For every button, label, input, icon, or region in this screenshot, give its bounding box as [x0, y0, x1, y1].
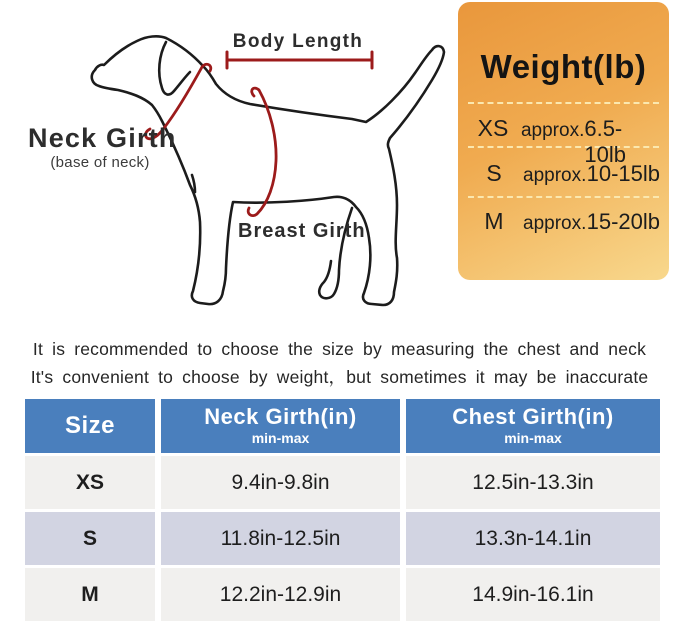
table-cell-size-m: M [25, 568, 155, 621]
size-table-header-size [25, 399, 155, 453]
weight-row-m [473, 208, 660, 235]
table-cell-size-xs: XS [25, 456, 155, 509]
weight-divider [468, 196, 659, 198]
weight-range: 10-15lb [586, 161, 660, 186]
weight-qualifier: approx. [523, 213, 587, 234]
weight-range: 15-20lb [586, 209, 660, 234]
neck-girth-label: Neck Girth [28, 123, 177, 153]
header-label: Size [64, 411, 116, 439]
header-label: Chest Girth(in) [452, 404, 614, 430]
table-cell-chest-s: 13.3n-14.1in [406, 512, 660, 565]
size-table-header-chest [406, 399, 660, 453]
weight-divider [468, 102, 659, 104]
weight-panel-title: Weight(lb) [480, 48, 647, 85]
neck-girth-sublabel: (base of neck) [50, 154, 150, 171]
weight-size-label: S [486, 160, 502, 186]
size-table [25, 399, 660, 621]
header-label: Neck Girth(in) [204, 404, 357, 430]
table-cell-neck-m: 12.2in-12.9in [161, 568, 400, 621]
table-cell-chest-m: 14.9in-16.1in [406, 568, 660, 621]
table-cell-size-s: S [25, 512, 155, 565]
table-cell-neck-s: 11.8in-12.5in [161, 512, 400, 565]
header-sublabel: min-max [251, 430, 310, 447]
weight-panel [458, 2, 669, 280]
header-sublabel: min-max [504, 430, 562, 447]
weight-range: 6.5-10lb [584, 116, 626, 167]
advisory-note-line-1: It is recommended to choose the size by measuring the chest and neck [32, 339, 647, 359]
weight-size-label: XS [477, 115, 509, 141]
weight-size-label: M [484, 208, 504, 234]
table-cell-neck-xs: 9.4in-9.8in [161, 456, 400, 509]
advisory-note [0, 335, 679, 391]
weight-row-s [473, 160, 660, 187]
advisory-note-line-2: It's convenient to choose by weight，but sometimes it may be inaccurate [30, 367, 649, 387]
breast-girth-label: Breast Girth [238, 220, 366, 242]
body-length-measure-line [227, 52, 372, 68]
weight-qualifier: approx. [520, 120, 585, 141]
body-length-label: Body Length [232, 31, 364, 52]
size-table-header-neck [161, 399, 400, 453]
table-cell-chest-xs: 12.5in-13.3in [406, 456, 660, 509]
weight-qualifier: approx. [523, 165, 587, 186]
